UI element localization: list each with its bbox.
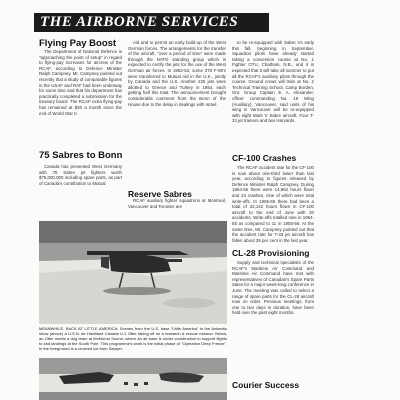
- article-cf100-crashes-text: The RCAF accident rate for the CF-100 is now about one-third lower than last year, according to figures released by Defence Minister Ralph Campney. During 1954-55 there were 14,962 hours flown and 24 crashes, nine of which were total write-offs. In 1955-56 there had been a total of 22,142 hours flown in CF-100 aircraft to the end of June with 20 accidents. Write-offs totalled nine in 1954-55 as compared to 11 in 1955-56. At the same time, Mr. Campney pointed out that the accident rate for T-33 jet aircraft has fallen about 25 per cent in the last year.: [232, 165, 314, 243]
- heading-sabres-bonn: 75 Sabres to Bonn: [39, 150, 123, 161]
- antarctic-photo-dog-team: [39, 358, 227, 400]
- article-flying-pay: [39, 49, 122, 143]
- article-sabres-bonn-text: Canada has presented West Germany with 75 Sabre jet fighters worth $75,000,000 including spare parts, as part of Canada's contribution to Mutual: [39, 164, 122, 186]
- masthead-banner: [34, 13, 269, 32]
- article-reserve-sabres-continued-text: to be re-equipped with Sabre Vs early this fall, beginning in September. Squadron pilots have already started taking a conversion course at No. 1 Fighter OTU, Chatham, N.B., and it is expected that it will take all summer to put all the RCAF's auxiliary pilots through the course. Ground crews will train at No. 2 Technical Training School, Camp Borden, Ont. Group Captain E. A. Alexander, officer commanding No. 19 Wing (Auxiliary), Vancouver, said units of his wing in Vancouver will be re-equipped with eight Mark V Sabre aircraft. Four T-33 jet trainers and two Harvards.: [232, 40, 314, 124]
- article-sabres-continued: [128, 40, 226, 190]
- antarctic-photo-aircraft: [39, 221, 227, 324]
- otter-aircraft-illustration: [39, 221, 227, 324]
- article-cf100-crashes: [232, 165, 314, 245]
- dog-team-illustration: [39, 358, 227, 400]
- article-sabres-bonn: [39, 164, 122, 219]
- article-sabres-continued-text: Aid and to permit an early build-up of the West German forces. The arrangements for the transfer of the aircraft, "over a period of time" were made through the NATO standing group which is expected to certify the jets for the use of the West German air forces. In 1952-53, some 370 F-86's were transferred to Mutual Aid in the U.K., jointly by Canada and the U.S. Another 225 jets were allotted to Greece and Turkey in 1954, each getting half this total. The announcement brought considerable comment from the Bonn of the House due to the delay in dealings with Israel.: [128, 40, 226, 107]
- heading-reserve-sabres: Reserve Sabres: [128, 189, 192, 199]
- photo-caption: MEANWHILE, BACK AT LITTLE AMERICA: Scenes from the U.S. base "Little America" in the Antarctic show (above) a U.S.N. de Havilland Canada U-1 Otter taking off on a research & rescue mission. Below, an Otter meets a dog team at McMurdo Sound, where an air base is under construction to support flights to and landings at the South Pole. This programme's work is the initial phase of "Operation Deep Freeze". In the foreground is a crushed ice from Sawyer.: [39, 326, 227, 351]
- article-reserve-sabres-continued: [232, 40, 314, 152]
- heading-flying-pay: Flying Pay Boost: [39, 38, 117, 49]
- heading-courier-success: Courier Success: [232, 380, 300, 390]
- masthead-title: THE AIRBORNE SERVICES: [40, 14, 239, 30]
- article-flying-pay-text: The Department of National Defence is "approaching the point of setup" in regard to flying-pay increases for aircrew of the RCAF, according to Defence Minister Ralph Campney. Mr. Campney pointed out recently that a study of comparable figures in the USAF and RAF had been underway for some time and that his department has practically completed a submission for the treasury board. The RCAF extra flying-pay has remained at $30 a month since the end of World War II.: [39, 49, 122, 116]
- article-reserve-sabres-text: RCAF auxiliary fighter squadrons at Montreal, Vancouver and Toronter are: [128, 198, 226, 209]
- article-cl28-provisioning: [232, 260, 314, 370]
- heading-cl28-provisioning: CL-28 Provisioning: [232, 248, 310, 258]
- heading-cf100-crashes: CF-100 Crashes: [232, 153, 297, 163]
- article-cl28-provisioning-text: Supply and technical specialists of the RCAF's Maritime Air Command and Maritime Air Command have met with representatives of Canadair's Spare Parts Sales for a major week-long conference in June. The meeting was called to select a range of spare parts for the CL-28 aircraft now on order. Previous meetings, from one to two days in duration, have been held over the past eight months.: [232, 260, 314, 316]
